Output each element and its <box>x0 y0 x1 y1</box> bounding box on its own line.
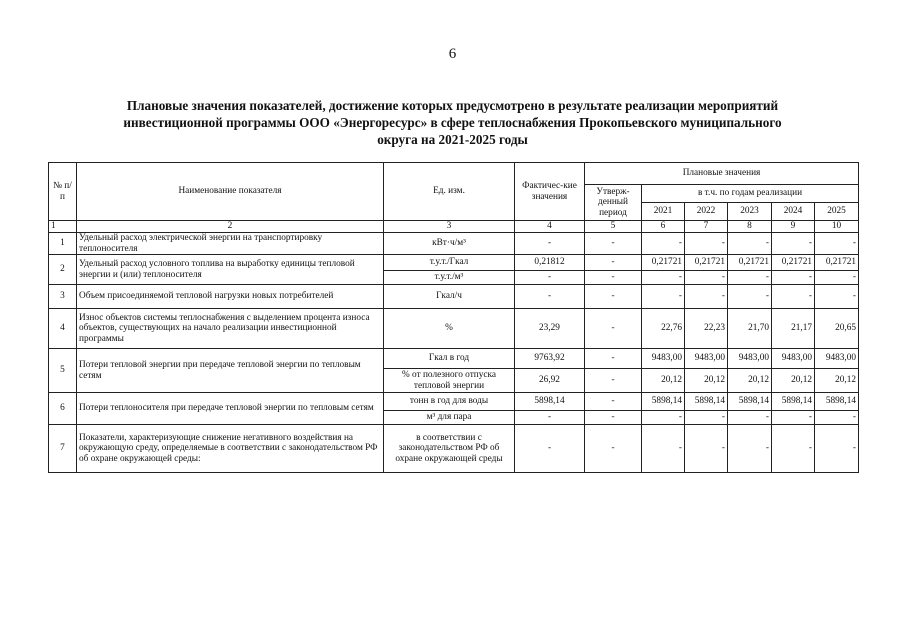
table-row <box>49 425 859 473</box>
year-value: 9483,00 <box>642 349 685 369</box>
column-index: 3 <box>384 221 515 233</box>
year-value: 0,21721 <box>728 255 772 271</box>
year-value: 9483,00 <box>772 349 815 369</box>
approved-period: - <box>585 271 642 285</box>
year-value: 0,21721 <box>685 255 728 271</box>
actual-value: 9763,92 <box>515 349 585 369</box>
row-number: 2 <box>49 255 77 285</box>
column-index: 9 <box>772 221 815 233</box>
year-value: - <box>772 233 815 255</box>
actual-value: - <box>515 271 585 285</box>
title-line-3: округа на 2021-2025 годы <box>377 132 528 147</box>
unit-cell: % от полезного отпуска тепловой энергии <box>384 369 515 393</box>
year-value: - <box>772 425 815 473</box>
column-index: 8 <box>728 221 772 233</box>
year-value: - <box>685 425 728 473</box>
indicator-name: Удельный расход электрической энергии на транспортировку теплоносителя <box>77 233 384 255</box>
table-row <box>49 393 859 411</box>
approved-period: - <box>585 369 642 393</box>
row-number: 6 <box>49 393 77 425</box>
year-value: - <box>772 285 815 309</box>
indicator-name: Показатели, характеризующие снижение негативного воздействия на окружающую среду, определяемые в соответствии с законодательством РФ об охране окружающей среды: <box>77 425 384 473</box>
table-row <box>49 233 859 255</box>
year-value: 0,21721 <box>815 255 859 271</box>
year-value: - <box>815 411 859 425</box>
year-value: - <box>728 233 772 255</box>
actual-value: 23,29 <box>515 309 585 349</box>
year-value: 5898,14 <box>815 393 859 411</box>
actual-value: - <box>515 425 585 473</box>
row-number: 1 <box>49 233 77 255</box>
indicator-name: Потери теплоносителя при передаче тепловой энергии по тепловым сетям <box>77 393 384 425</box>
year-value: 20,12 <box>642 369 685 393</box>
year-value: 5898,14 <box>728 393 772 411</box>
title-line-1: Плановые значения показателей, достижение которых предусмотрено в результате реализации мероприятий <box>126 98 779 113</box>
year-value: 9483,00 <box>685 349 728 369</box>
year-value: 21,70 <box>728 309 772 349</box>
column-index: 2 <box>77 221 384 233</box>
year-value: 9483,00 <box>815 349 859 369</box>
year-value: 0,21721 <box>772 255 815 271</box>
table-header <box>49 163 859 233</box>
header-num: № п/п <box>49 163 77 221</box>
actual-value: 0,21812 <box>515 255 585 271</box>
year-value: - <box>728 411 772 425</box>
column-index: 5 <box>585 221 642 233</box>
year-value: - <box>772 411 815 425</box>
header-name: Наименование показателя <box>77 163 384 221</box>
row-number: 5 <box>49 349 77 393</box>
year-value: 5898,14 <box>685 393 728 411</box>
header-unit: Ед. изм. <box>384 163 515 221</box>
table-row <box>49 349 859 369</box>
unit-cell: м³ для пара <box>384 411 515 425</box>
row-number: 4 <box>49 309 77 349</box>
year-value: - <box>685 411 728 425</box>
table-row <box>49 285 859 309</box>
header-planned: Плановые значения <box>585 163 859 185</box>
year-value: - <box>728 285 772 309</box>
year-value: 9483,00 <box>728 349 772 369</box>
unit-cell: т.у.т./Гкал <box>384 255 515 271</box>
column-index: 1 <box>49 221 77 233</box>
indicator-name: Износ объектов системы теплоснабжения с выделением процента износа объектов, существующих на начало реализации инвестиционной программы <box>77 309 384 349</box>
year-value: - <box>685 271 728 285</box>
header-year: 2021 <box>642 203 685 221</box>
actual-value: 5898,14 <box>515 393 585 411</box>
year-value: 22,76 <box>642 309 685 349</box>
column-index: 10 <box>815 221 859 233</box>
column-index: 6 <box>642 221 685 233</box>
unit-cell: Гкал/ч <box>384 285 515 309</box>
unit-cell: Гкал в год <box>384 349 515 369</box>
indicators-table <box>48 162 859 473</box>
indicator-name: Объем присоединяемой тепловой нагрузки новых потребителей <box>77 285 384 309</box>
actual-value: - <box>515 411 585 425</box>
header-year: 2025 <box>815 203 859 221</box>
row-number: 7 <box>49 425 77 473</box>
indicator-name: Потери тепловой энергии при передаче тепловой энергии по тепловым сетям <box>77 349 384 393</box>
year-value: 21,17 <box>772 309 815 349</box>
row-number: 3 <box>49 285 77 309</box>
year-value: 22,23 <box>685 309 728 349</box>
indicator-name: Удельный расход условного топлива на выработку единицы тепловой энергии и (или) теплоносителя <box>77 255 384 285</box>
year-value: - <box>642 233 685 255</box>
approved-period: - <box>585 285 642 309</box>
year-value: 20,12 <box>815 369 859 393</box>
column-index-row <box>49 221 859 233</box>
column-index: 7 <box>685 221 728 233</box>
header-year: 2023 <box>728 203 772 221</box>
header-year: 2022 <box>685 203 728 221</box>
table-row <box>49 309 859 349</box>
header-year: 2024 <box>772 203 815 221</box>
approved-period: - <box>585 233 642 255</box>
approved-period: - <box>585 309 642 349</box>
approved-period: - <box>585 411 642 425</box>
unit-cell: % <box>384 309 515 349</box>
title-line-2: инвестиционной программы ООО «Энергоресурс» в сфере теплоснабжения Прокопьевского муниципального <box>123 115 782 130</box>
table-row <box>49 255 859 271</box>
approved-period: - <box>585 425 642 473</box>
header-by-years: в т.ч. по годам реализации <box>642 185 859 203</box>
table-body <box>49 233 859 473</box>
header-actual: Фактичес-кие значения <box>515 163 585 221</box>
year-value: - <box>642 271 685 285</box>
year-value: - <box>728 271 772 285</box>
actual-value: - <box>515 233 585 255</box>
actual-value: 26,92 <box>515 369 585 393</box>
year-value: - <box>815 233 859 255</box>
year-value: - <box>728 425 772 473</box>
page-number: 6 <box>448 46 457 62</box>
year-value: 20,12 <box>728 369 772 393</box>
year-value: - <box>685 233 728 255</box>
year-value: - <box>772 271 815 285</box>
year-value: - <box>815 425 859 473</box>
year-value: 20,65 <box>815 309 859 349</box>
year-value: 0,21721 <box>642 255 685 271</box>
actual-value: - <box>515 285 585 309</box>
document-title <box>80 97 825 148</box>
year-value: - <box>642 285 685 309</box>
year-value: 5898,14 <box>642 393 685 411</box>
year-value: 20,12 <box>685 369 728 393</box>
year-value: 5898,14 <box>772 393 815 411</box>
year-value: - <box>815 271 859 285</box>
column-index: 4 <box>515 221 585 233</box>
year-value: - <box>642 425 685 473</box>
year-value: - <box>685 285 728 309</box>
unit-cell: тонн в год для воды <box>384 393 515 411</box>
year-value: 20,12 <box>772 369 815 393</box>
unit-cell: кВт·ч/м³ <box>384 233 515 255</box>
header-approved: Утверж-денный период <box>585 185 642 221</box>
year-value: - <box>642 411 685 425</box>
approved-period: - <box>585 349 642 369</box>
year-value: - <box>815 285 859 309</box>
unit-cell: т.у.т./м³ <box>384 271 515 285</box>
approved-period: - <box>585 393 642 411</box>
approved-period: - <box>585 255 642 271</box>
unit-cell: в соответствии с законодательством РФ об охране окружающей среды <box>384 425 515 473</box>
